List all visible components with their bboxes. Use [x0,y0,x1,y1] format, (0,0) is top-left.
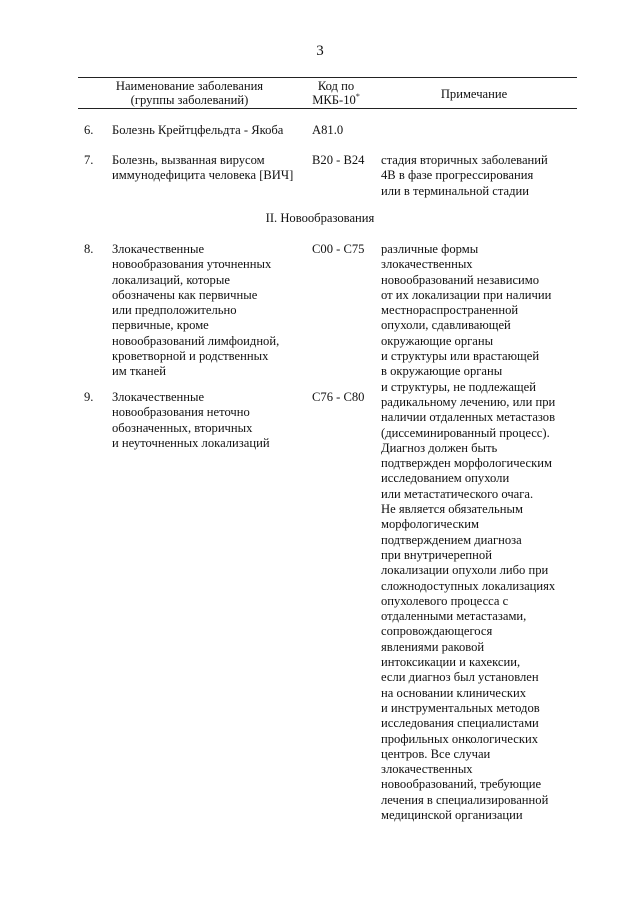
row-disease-name [112,242,312,380]
row-note [381,153,581,199]
text-line: от их локализации при наличии [381,287,552,302]
header-code-line [301,93,371,107]
text-line: и структуры, не подлежащей [381,379,536,394]
text-line: радикальному лечению, или при [381,394,556,409]
text-line: исследованием опухоли [381,471,510,486]
row-number: 7. [84,153,94,167]
text-line: исследования специалистами [381,716,539,731]
text-line: новообразований независимо [381,272,540,287]
text-line: профильных онкологических [381,731,539,746]
text-line: в окружающие органы [381,364,503,379]
text-line: Диагноз должен быть [381,440,498,455]
text-line: новообразований лимфоидной, [112,333,280,348]
text-line: различные формы [381,242,479,256]
text-line: локализации опухоли либо при [381,563,549,578]
text-line: сложнодоступных локализациях [381,578,556,593]
text-line: лечения в специализированной [381,792,549,807]
row-disease-name [112,153,312,184]
section-title: II. Новообразования [265,211,375,225]
text-line: Болезнь Крейтцфельдта - Якоба [112,123,284,137]
text-line: (диссеминированный процесс). [381,425,550,440]
text-line: отдаленными метастазами, [381,609,527,624]
text-line: кроветворной и родственных [112,349,269,364]
header-name-line: Наименование заболевания [115,79,264,93]
text-line: локализаций, которые [112,272,230,287]
text-line: или в терминальной стадии [381,183,530,198]
text-line: первичные, кроме [112,318,209,333]
row-icd-code: B20 - B24 [312,153,365,167]
text-line: подтверждением диагноза [381,532,522,547]
text-line: злокачественных [381,762,473,777]
header-disease-name [78,79,301,107]
text-line: при внутричерепной [381,547,492,562]
table-header [78,77,577,109]
text-line: опухоли, сдавливающей [381,318,511,333]
text-line: местнораспространенной [381,303,519,318]
row-number: 6. [84,123,94,137]
header-icd-code [301,79,371,107]
text-line: обозначены как первичные [112,287,258,302]
text-line: если диагноз был установлен [381,670,539,685]
header-note: Примечание [440,87,508,101]
header-name-line: (группы заболеваний) [130,93,249,107]
text-line: и инструментальных методов [381,700,540,715]
row-icd-code: C00 - C75 [312,242,365,256]
text-line: явлениями раковой [381,639,485,654]
text-line: наличии отдаленных метастазов [381,410,556,425]
text-line: сопровождающегося [381,624,493,639]
text-line: злокачественных [381,257,473,272]
text-line: или предположительно [112,303,237,318]
text-line: Злокачественные [112,390,205,404]
text-line: окружающие органы [381,333,494,348]
text-line: 4В в фазе прогрессирования [381,168,534,183]
text-line: на основании клинических [381,685,527,700]
text-line: иммунодефицита человека [ВИЧ] [112,168,294,183]
text-line: новообразований, требующие [381,777,542,792]
text-line: Злокачественные [112,242,205,256]
row-icd-code: A81.0 [312,123,344,137]
text-line: им тканей [112,364,166,379]
text-line: и неуточненных локализаций [112,435,270,450]
text-line: стадия вторичных заболеваний [381,153,548,167]
row-disease-name [112,390,312,451]
header-code-line: Код по [317,79,355,93]
text-line: опухолевого процесса с [381,593,509,608]
text-line: новообразования неточно [112,405,250,420]
text-line: медицинской организации [381,807,523,822]
row-number: 8. [84,242,94,256]
text-line: обозначенных, вторичных [112,420,253,435]
row-number: 9. [84,390,94,404]
header-code-text: МКБ-10 [312,93,356,107]
text-line: или метастатического очага. [381,486,534,501]
text-line: центров. Все случаи [381,746,491,761]
text-line: новообразования уточненных [112,257,272,272]
footnote-marker: * [355,91,360,101]
text-line: Не является обязательным [381,502,523,517]
text-line: морфологическим [381,517,479,532]
text-line: подтвержден морфологическим [381,456,552,471]
row-icd-code: C76 - C80 [312,390,365,404]
row-note [381,242,581,823]
text-line: интоксикации и кахексии, [381,655,521,670]
row-disease-name [112,123,312,138]
text-line: и структуры или врастающей [381,349,540,364]
text-line: Болезнь, вызванная вирусом [112,153,265,167]
page-number: 3 [316,43,324,59]
